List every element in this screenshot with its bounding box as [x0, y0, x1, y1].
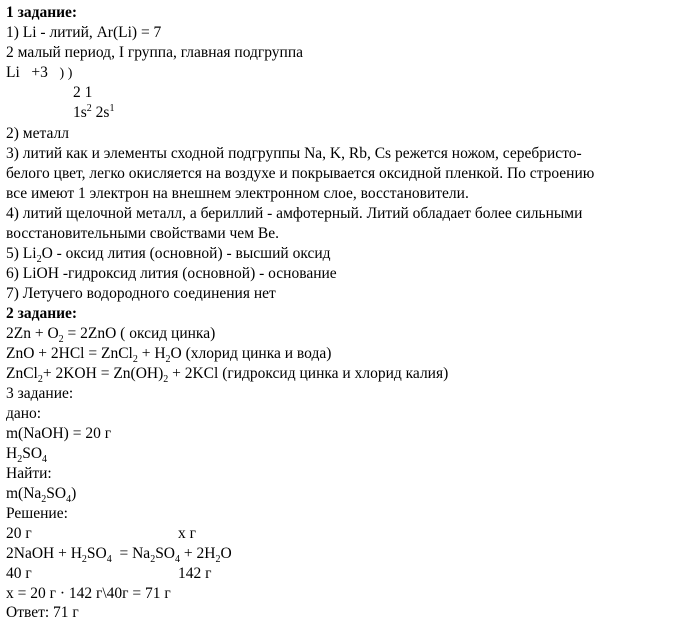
task1-line-11: 7) Летучего водородного соединения нет [6, 285, 276, 302]
task3-above-left: 20 г [6, 525, 32, 542]
task2-equation-2: ZnO + 2HCl = ZnCl$_2$ + $H_2O$ (хлорид цинка и вода) [6, 345, 332, 366]
task3-find-value: $m(Na_2SO_4)$ [6, 485, 77, 506]
task1-line-1: 1) Li - литий, Ar(Li) = 7 [6, 24, 162, 41]
task3-answer: Ответ: 71 г [6, 604, 79, 621]
atom-charge: +3 [31, 64, 48, 81]
task1-line-9: 5) $Li_2O$ - оксид лития (основной) - высший оксид [6, 245, 331, 266]
atom-shell-counts: 2 1 [73, 84, 93, 101]
task1-line-6: все имеют 1 электрон на внешнем электронном слое, восстановители. [6, 185, 469, 202]
task3-below-left: 40 г [6, 565, 32, 582]
task3-given-label: дано: [6, 405, 42, 422]
task1-line-7: 4) литий щелочной металл, а бериллий - амфотерный. Литий обладает более сильными [6, 205, 583, 222]
task2-heading: 2 задание: [6, 305, 78, 322]
task3-given-acid: $H_2SO_4$ [6, 445, 48, 466]
atom-shells: ) ) [59, 66, 73, 81]
task1-line-5: белого цвет, легко окисляется на воздухе и покрывается оксидной пленкой. По строению [6, 165, 595, 182]
task2-equation-3: ZnCl$_2$+ $2KOH = Zn(OH)_2 + 2KCl$ (гидроксид цинка и хлорид калия) [6, 365, 449, 386]
task1-line-3: 2) металл [6, 125, 69, 142]
task2-equation-1: $2Zn + O_2 = 2ZnO$ ( оксид цинка) [6, 325, 216, 346]
task1-line-2: 2 малый период, I группа, главная подгруппа [6, 44, 304, 61]
atom-diagram [6, 64, 72, 83]
atom-symbol: Li [6, 64, 20, 81]
task1-heading: 1 задание: [6, 4, 78, 21]
task3-heading: 3 задание: [6, 385, 74, 402]
task3-equation: 2NaOH + $H_2SO_4 = Na_2SO_4 + 2H_2O$ [6, 545, 232, 566]
task1-line-10: 6) LiOH -гидроксид лития (основной) - основание [6, 265, 337, 282]
task3-find-label: Найти: [6, 465, 52, 482]
task1-line-4: 3) литий как и элементы сходной подгруппы Na, K, Rb, Cs режется ножом, серебристо- [6, 145, 582, 162]
electron-config: $1s^2$ $2s^1$ [73, 102, 115, 121]
task3-below-right: 142 г [178, 565, 212, 582]
task3-calculation: x = 20 г · 142 г\40г = 71 г [6, 585, 171, 602]
task3-given-mass: m(NaOH) = 20 г [6, 425, 112, 442]
task3-above-right: x г [178, 525, 196, 542]
task3-solution-label: Решение: [6, 505, 68, 522]
task1-line-8: восстановительными свойствами чем Be. [6, 225, 279, 242]
